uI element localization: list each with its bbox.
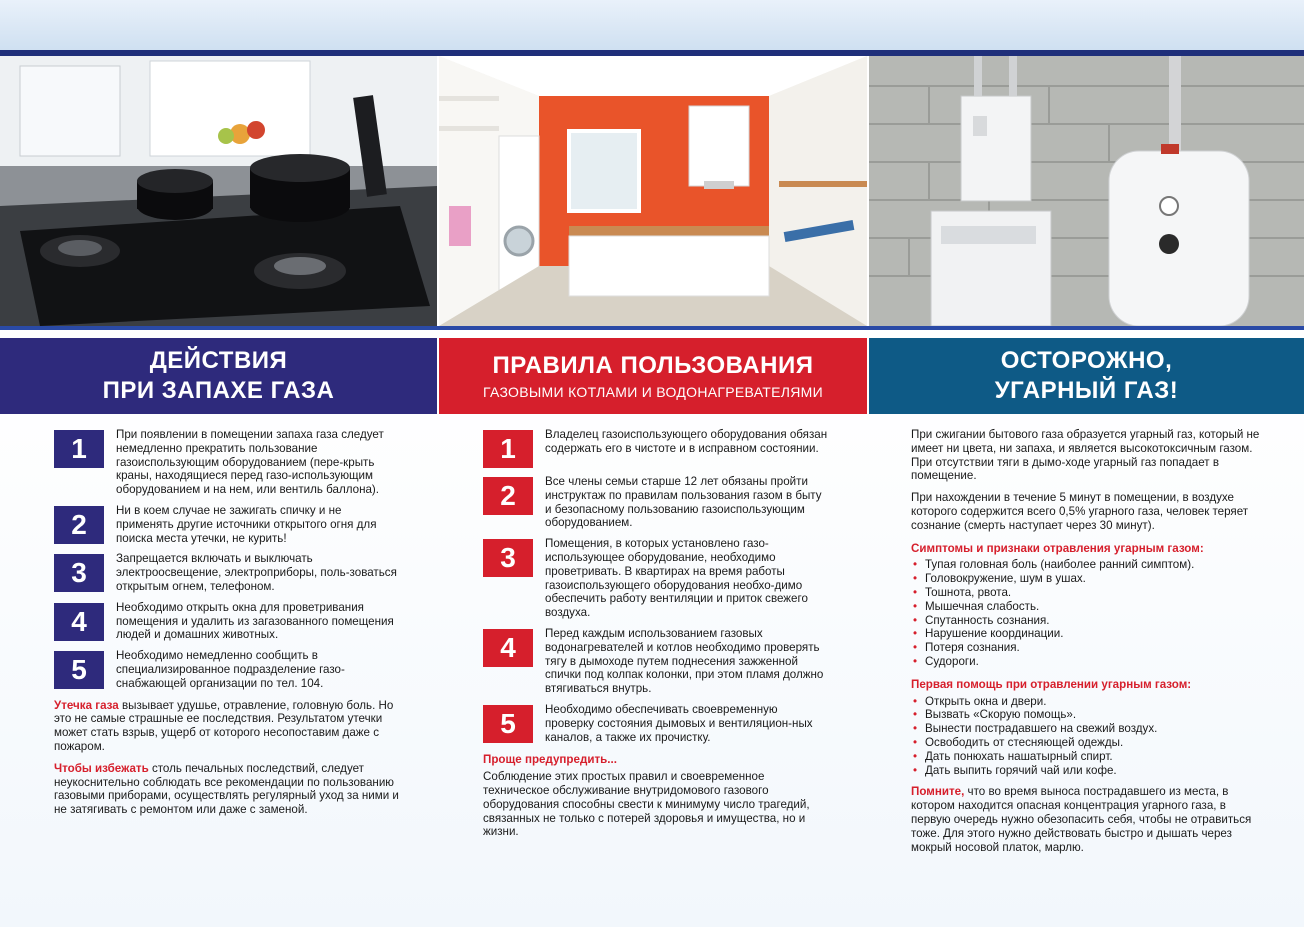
column-usage-rules (483, 428, 828, 839)
list-item: • Дать выпить горячий чай или кофе. (911, 764, 1266, 778)
list-item: • Потеря сознания. (911, 641, 1266, 655)
first-aid-list (911, 695, 1266, 778)
list-item: • Нарушение координации. (911, 627, 1266, 641)
step-number: 1 (483, 430, 533, 468)
list-item: • Открыть окна и двери. (911, 695, 1266, 709)
list-item (54, 552, 399, 593)
divider-rule (0, 326, 1304, 338)
step-number: 4 (54, 603, 104, 641)
list-item (54, 504, 399, 545)
prevent-text: Соблюдение этих простых правил и своевременное техническое обслуживание внутридомового газового оборудования способны свести к минимуму число трагедий, связанных не только с потерей здоровья и имущества, но и жизни. (483, 770, 810, 839)
leak-lead: Утечка газа (54, 698, 119, 712)
list-item: • Спутанность сознания. (911, 614, 1266, 628)
step-number: 4 (483, 629, 533, 667)
remember-text: что во время выноса пострадавшего из места, в котором находится опасная концентрация угарного газа, в первую очередь нужно обезопасить себя, чтобы не отравиться тоже. Для этого нужно действовать быстро и дышать через мокрый носовой платок, марлю. (911, 785, 1252, 854)
step-text: Запрещается включать и выключать электроосвещение, электроприборы, поль-зоваться открытым огнем, телефоном. (116, 552, 397, 593)
step-text: Необходимо обеспечивать своевременную проверку состояния дымовых и вентиляцион-ных каналов, а также их прочистку. (545, 702, 813, 744)
header-title-line2: ПРИ ЗАПАХЕ ГАЗА (102, 377, 335, 404)
header-gas-smell (0, 338, 437, 414)
list-item: • Освободить от стесняющей одежды. (911, 736, 1266, 750)
column-gas-smell (54, 428, 399, 817)
leak-text: вызывает удушье, отравление, головную боль. Но это не самые страшные ее последствия. Результатом утечки может стать взрыв, ущерб от которого несопоставим даже с пожаром. (54, 698, 394, 753)
step-number: 2 (483, 477, 533, 515)
step-text: Необходимо открыть окна для проветривания помещения и удалить из загазованного помещения людей и домашних животных. (116, 600, 394, 642)
list-item (54, 649, 399, 690)
avoid-text: столь печальных последствий, следует неукоснительно соблюдать все рекомендации по пользованию газовыми приборами, осуществлять регулярный уход за ними и не затягивать с ремонтом или даже с заменой. (54, 761, 399, 817)
remember-paragraph (911, 785, 1266, 854)
list-item: • Дать понюхать нашатырный спирт. (911, 750, 1266, 764)
list-item: • Тупая головная боль (наиболее ранний симптом). (911, 558, 1266, 572)
list-item: • Вынести пострадавшего на свежий воздух. (911, 722, 1266, 736)
avoid-paragraph (54, 762, 399, 817)
list-item (54, 601, 399, 642)
list-item: • Мышечная слабость. (911, 600, 1266, 614)
step-text: Помещения, в которых установлено газо-использующее оборудование, необходимо проветривать. В квартирах на время работы газоиспользующего оборудования необхо-димо обеспечить работу вентиляции и приток свежего воздуха. (545, 537, 808, 620)
remember-lead: Помните, (911, 785, 965, 799)
top-band (0, 0, 1304, 50)
step-text: При появлении в помещении запаха газа следует немедленно прекратить пользование газоиспользующим оборудованием (пере-крыть краны, находящиеся перед газо-использующим оборудованием и на нем, или вентиль баллона). (116, 428, 384, 497)
intro-paragraph: При сжигании бытового газа образуется угарный газ, который не имеет ни цвета, ни запаха, и является высокотоксичным газом. При отсутствии тяги в дымо-ходе угарный газ попадает в помещение. (911, 428, 1260, 483)
photo-boiler-wall (869, 56, 1304, 326)
list-item (483, 627, 828, 696)
header-title-line1: ДЕЙСТВИЯ (149, 347, 288, 374)
step-number: 2 (54, 506, 104, 544)
list-item: • Судороги. (911, 655, 1266, 669)
symptoms-list (911, 558, 1266, 668)
header-usage-rules (439, 338, 867, 414)
step-text: Все члены семьи старше 12 лет обязаны пройти инструктаж по правилам пользования газом в быту и безопасному пользованию газоиспользующим оборудованием. (545, 475, 822, 530)
step-text: Перед каждым использованием газовых водонагревателей и котлов необходимо проверять тягу в дымоходе путем поднесения зажженной спички под колпак колонки, при этом пламя должно втягиваться внутрь. (545, 626, 824, 696)
list-item (483, 475, 828, 530)
list-item: • Вызвать «Скорую помощь». (911, 708, 1266, 722)
first-aid-title: Первая помощь при отравлении угарным газом: (911, 677, 1192, 691)
header-title: ПРАВИЛА ПОЛЬЗОВАНИЯ (492, 352, 814, 379)
list-item (54, 428, 399, 497)
header-carbon-monoxide (869, 338, 1304, 414)
step-text: Ни в коем случае не зажигать спичку и не применять другие источники открытого огня для поиска места утечки, не курить! (116, 503, 377, 545)
header-title-line1: ОСТОРОЖНО, (1000, 347, 1173, 374)
list-item (483, 703, 828, 744)
photo-boiler-room (439, 56, 867, 326)
prevent-title: Проще предупредить... (483, 753, 617, 767)
symptoms-title: Симптомы и признаки отравления угарным газом: (911, 541, 1204, 555)
step-number: 3 (54, 554, 104, 592)
step-number: 5 (483, 705, 533, 743)
header-title-line2: УГАРНЫЙ ГАЗ! (994, 377, 1179, 404)
header-subtitle: ГАЗОВЫМИ КОТЛАМИ И ВОДОНАГРЕВАТЕЛЯМИ (483, 384, 823, 400)
step-number: 1 (54, 430, 104, 468)
column-carbon-monoxide (911, 428, 1266, 854)
photo-gas-stove (0, 56, 437, 326)
step-text: Необходимо немедленно сообщить в специализированное подразделение газо-снабжающей организации по тел. 104. (116, 649, 345, 690)
step-number: 5 (54, 651, 104, 689)
list-item: • Головокружение, шум в ушах. (911, 572, 1266, 586)
exposure-paragraph: При нахождении в течение 5 минут в помещении, в воздухе которого содержится всего 0,5% угарного газа, человек теряет сознание (смерть наступает через 30 минут). (911, 491, 1249, 532)
list-item: • Тошнота, рвота. (911, 586, 1266, 600)
avoid-lead: Чтобы избежать (54, 761, 149, 775)
step-text: Владелец газоиспользующего оборудования обязан содержать его в чистоте и в исправном состоянии. (545, 428, 828, 455)
list-item (483, 537, 828, 620)
step-number: 3 (483, 539, 533, 577)
leak-paragraph (54, 699, 399, 754)
list-item (483, 428, 828, 468)
